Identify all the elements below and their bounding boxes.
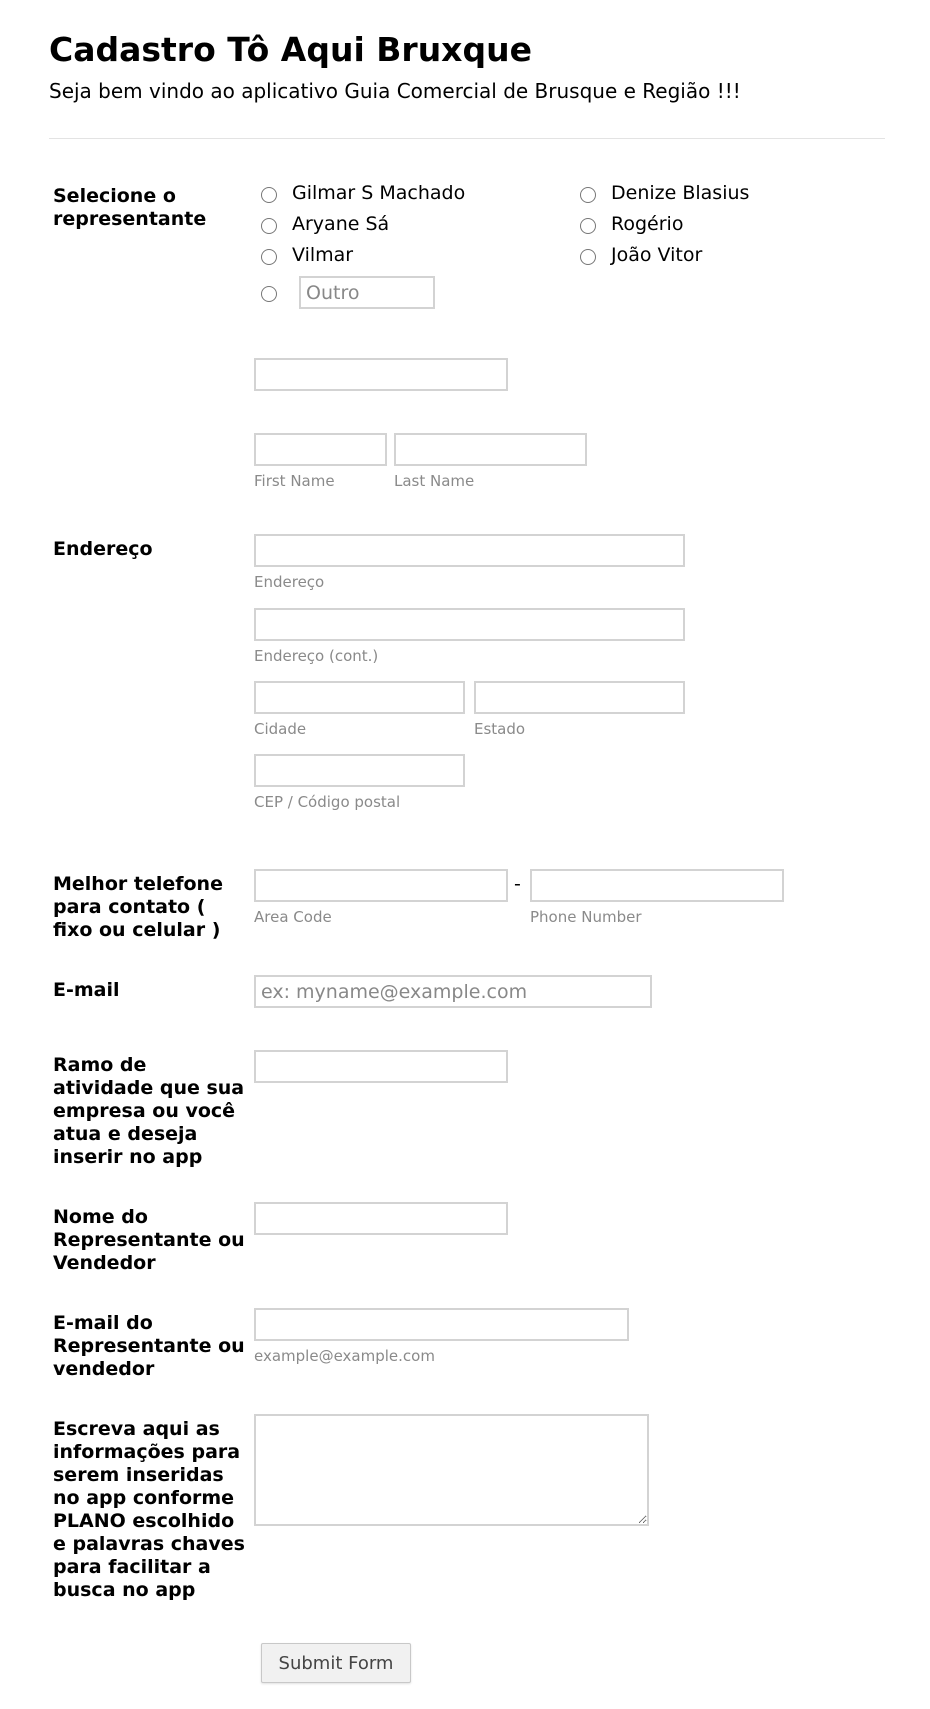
representative-label: Selecione o representante [53,185,207,230]
zip-sublabel: CEP / Código postal [254,793,401,811]
phone-number-sublabel: Phone Number [530,908,642,926]
rep-email-label: E-mail do Representante ou vendedor [53,1312,245,1380]
radio-label-vilmar[interactable]: Vilmar [292,244,354,266]
radio-joao-vitor[interactable] [580,249,596,265]
email-label: E-mail [53,979,120,1001]
zip-input[interactable] [254,754,465,787]
radio-denize[interactable] [580,187,596,203]
rep-email-input[interactable] [254,1308,629,1341]
radio-rogerio[interactable] [580,218,596,234]
phone-separator: - [514,873,521,895]
rep-name-label: Nome do Representante ou Vendedor [53,1206,245,1274]
state-input[interactable] [474,681,685,714]
radio-other[interactable] [261,286,277,302]
info-textarea[interactable] [254,1414,649,1526]
address-line1-input[interactable] [254,534,685,567]
radio-label-joao-vitor[interactable]: João Vitor [611,244,703,266]
radio-vilmar[interactable] [261,249,277,265]
rep-email-sublabel: example@example.com [254,1347,435,1365]
city-input[interactable] [254,681,465,714]
activity-input[interactable] [254,1050,508,1083]
address-label: Endereço [53,538,153,560]
page-subtitle: Seja bem vindo ao aplicativo Guia Comercial de Brusque e Região !!! [49,79,741,103]
other-representative-input[interactable] [299,276,435,309]
page-title: Cadastro Tô Aqui Bruxque [49,30,532,69]
radio-label-rogerio[interactable]: Rogério [611,213,684,235]
first-name-sublabel: First Name [254,472,335,490]
phone-label: Melhor telefone para contato ( fixo ou celular ) [53,873,223,941]
unlabeled-text-input[interactable] [254,358,508,391]
last-name-sublabel: Last Name [394,472,475,490]
radio-label-denize[interactable]: Denize Blasius [611,182,750,204]
address-line2-input[interactable] [254,608,685,641]
rep-name-input[interactable] [254,1202,508,1235]
city-sublabel: Cidade [254,720,307,738]
radio-aryane[interactable] [261,218,277,234]
address-line2-sublabel: Endereço (cont.) [254,647,379,665]
state-sublabel: Estado [474,720,526,738]
radio-label-aryane[interactable]: Aryane Sá [292,213,390,235]
area-code-input[interactable] [254,869,508,902]
email-input[interactable] [254,975,652,1008]
address-line1-sublabel: Endereço [254,573,325,591]
header-divider [49,138,885,139]
info-label: Escreva aqui as informações para serem inseridas no app conforme PLANO escolhido e palavras chaves para facilitar a busca no app [53,1418,245,1601]
last-name-input[interactable] [394,433,587,466]
submit-button[interactable]: Submit Form [261,1643,411,1683]
activity-label: Ramo de atividade que sua empresa ou você atua e deseja inserir no app [53,1054,245,1168]
radio-gilmar[interactable] [261,187,277,203]
phone-number-input[interactable] [530,869,784,902]
radio-label-gilmar[interactable]: Gilmar S Machado [292,182,466,204]
area-code-sublabel: Area Code [254,908,332,926]
first-name-input[interactable] [254,433,387,466]
